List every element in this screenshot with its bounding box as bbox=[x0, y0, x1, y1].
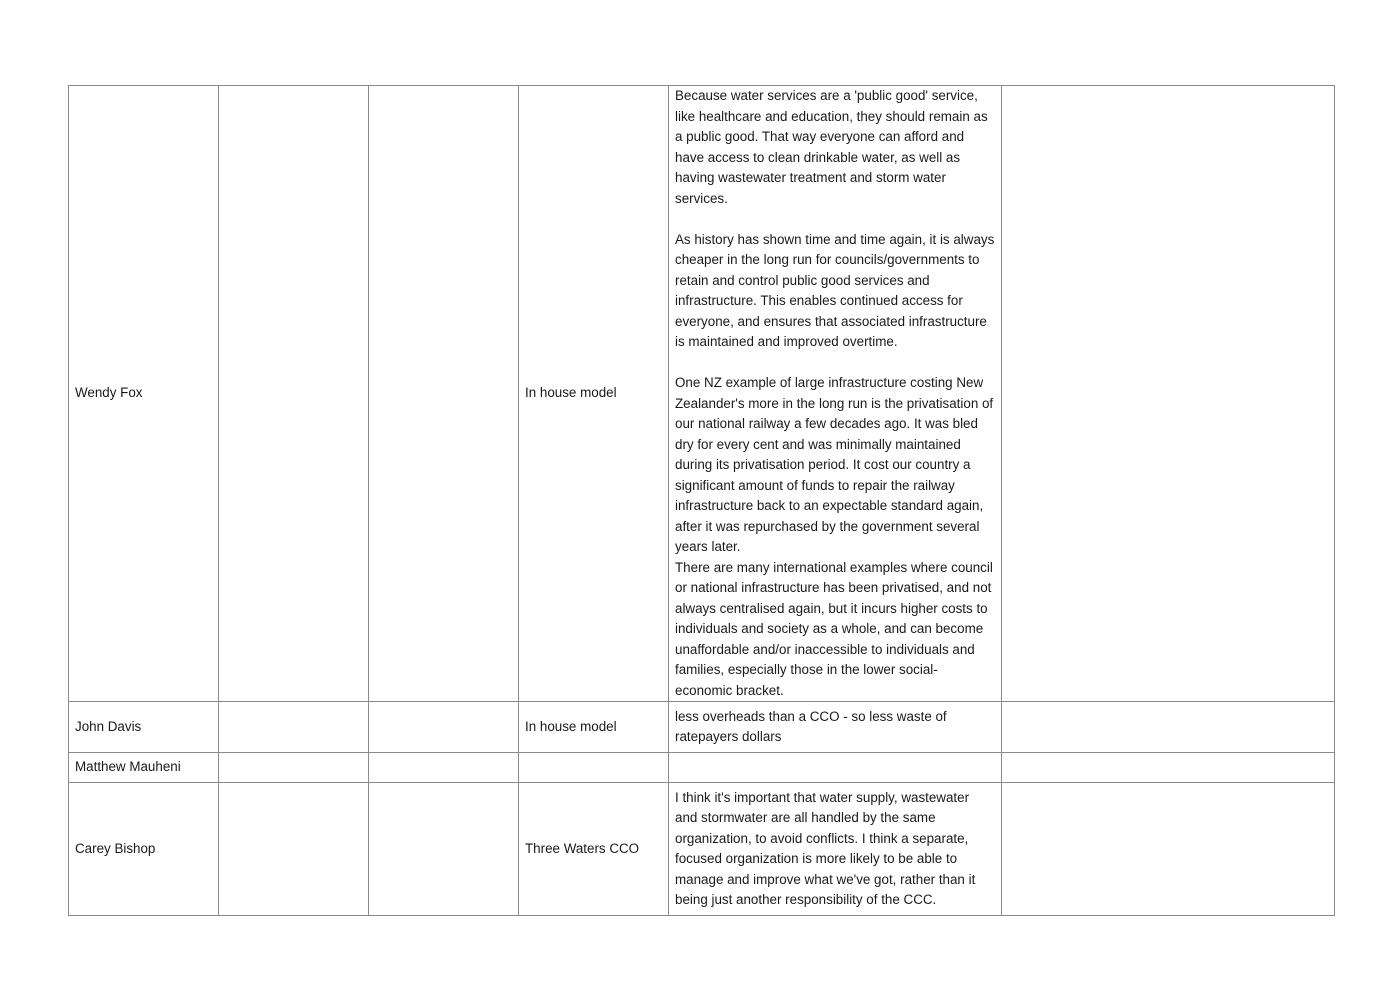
empty-cell bbox=[219, 86, 369, 702]
submitter-name: John Davis bbox=[69, 702, 219, 753]
comment: less overheads than a CCO - so less waste of ratepayers dollars bbox=[669, 702, 1002, 753]
comment bbox=[669, 753, 1002, 783]
empty-cell bbox=[369, 783, 519, 916]
table-row bbox=[69, 783, 1335, 916]
preferred-model: In house model bbox=[519, 86, 669, 702]
empty-cell bbox=[1002, 702, 1335, 753]
empty-cell bbox=[219, 783, 369, 916]
empty-cell bbox=[219, 753, 369, 783]
empty-cell bbox=[1002, 783, 1335, 916]
empty-cell bbox=[369, 753, 519, 783]
submissions-table bbox=[68, 85, 1335, 916]
submitter-name: Carey Bishop bbox=[69, 783, 219, 916]
empty-cell bbox=[369, 86, 519, 702]
empty-cell bbox=[369, 702, 519, 753]
comment: Because water services are a 'public good' service, like healthcare and education, they should remain as a public good. That way everyone can afford and have access to clean drinkable water, as well as having wastewater treatment and storm water services. As history has shown time and time again, it is always cheaper in the long run for councils/governments to retain and control public good services and infrastructure. This enables continued access for everyone, and ensures that associated infrastructure is maintained and improved overtime. One NZ example of large infrastructure costing New Zealander's more in the long run is the privatisation of our national railway a few decades ago. It was bled dry for every cent and was minimally maintained during its privatisation period. It cost our country a significant amount of funds to repair the railway infrastructure back to an expectable standard again, after it was repurchased by the government several years later. There are many international examples where council or national infrastructure has been privatised, and not always centralised again, but it incurs higher costs to individuals and society as a whole, and can become unaffordable and/or inaccessible to individuals and families, especially those in the lower social-economic bracket. bbox=[669, 86, 1002, 702]
submitter-name: Matthew Mauheni bbox=[69, 753, 219, 783]
table-row bbox=[69, 86, 1335, 702]
preferred-model: Three Waters CCO bbox=[519, 783, 669, 916]
comment: I think it's important that water supply, wastewater and stormwater are all handled by the same organization, to avoid conflicts. I think a separate, focused organization is more likely to be able to manage and improve what we've got, rather than it being just another responsibility of the CCC. bbox=[669, 783, 1002, 916]
table-row bbox=[69, 702, 1335, 753]
submitter-name: Wendy Fox bbox=[69, 86, 219, 702]
table-row bbox=[69, 753, 1335, 783]
empty-cell bbox=[1002, 86, 1335, 702]
preferred-model: In house model bbox=[519, 702, 669, 753]
preferred-model bbox=[519, 753, 669, 783]
empty-cell bbox=[219, 702, 369, 753]
empty-cell bbox=[1002, 753, 1335, 783]
